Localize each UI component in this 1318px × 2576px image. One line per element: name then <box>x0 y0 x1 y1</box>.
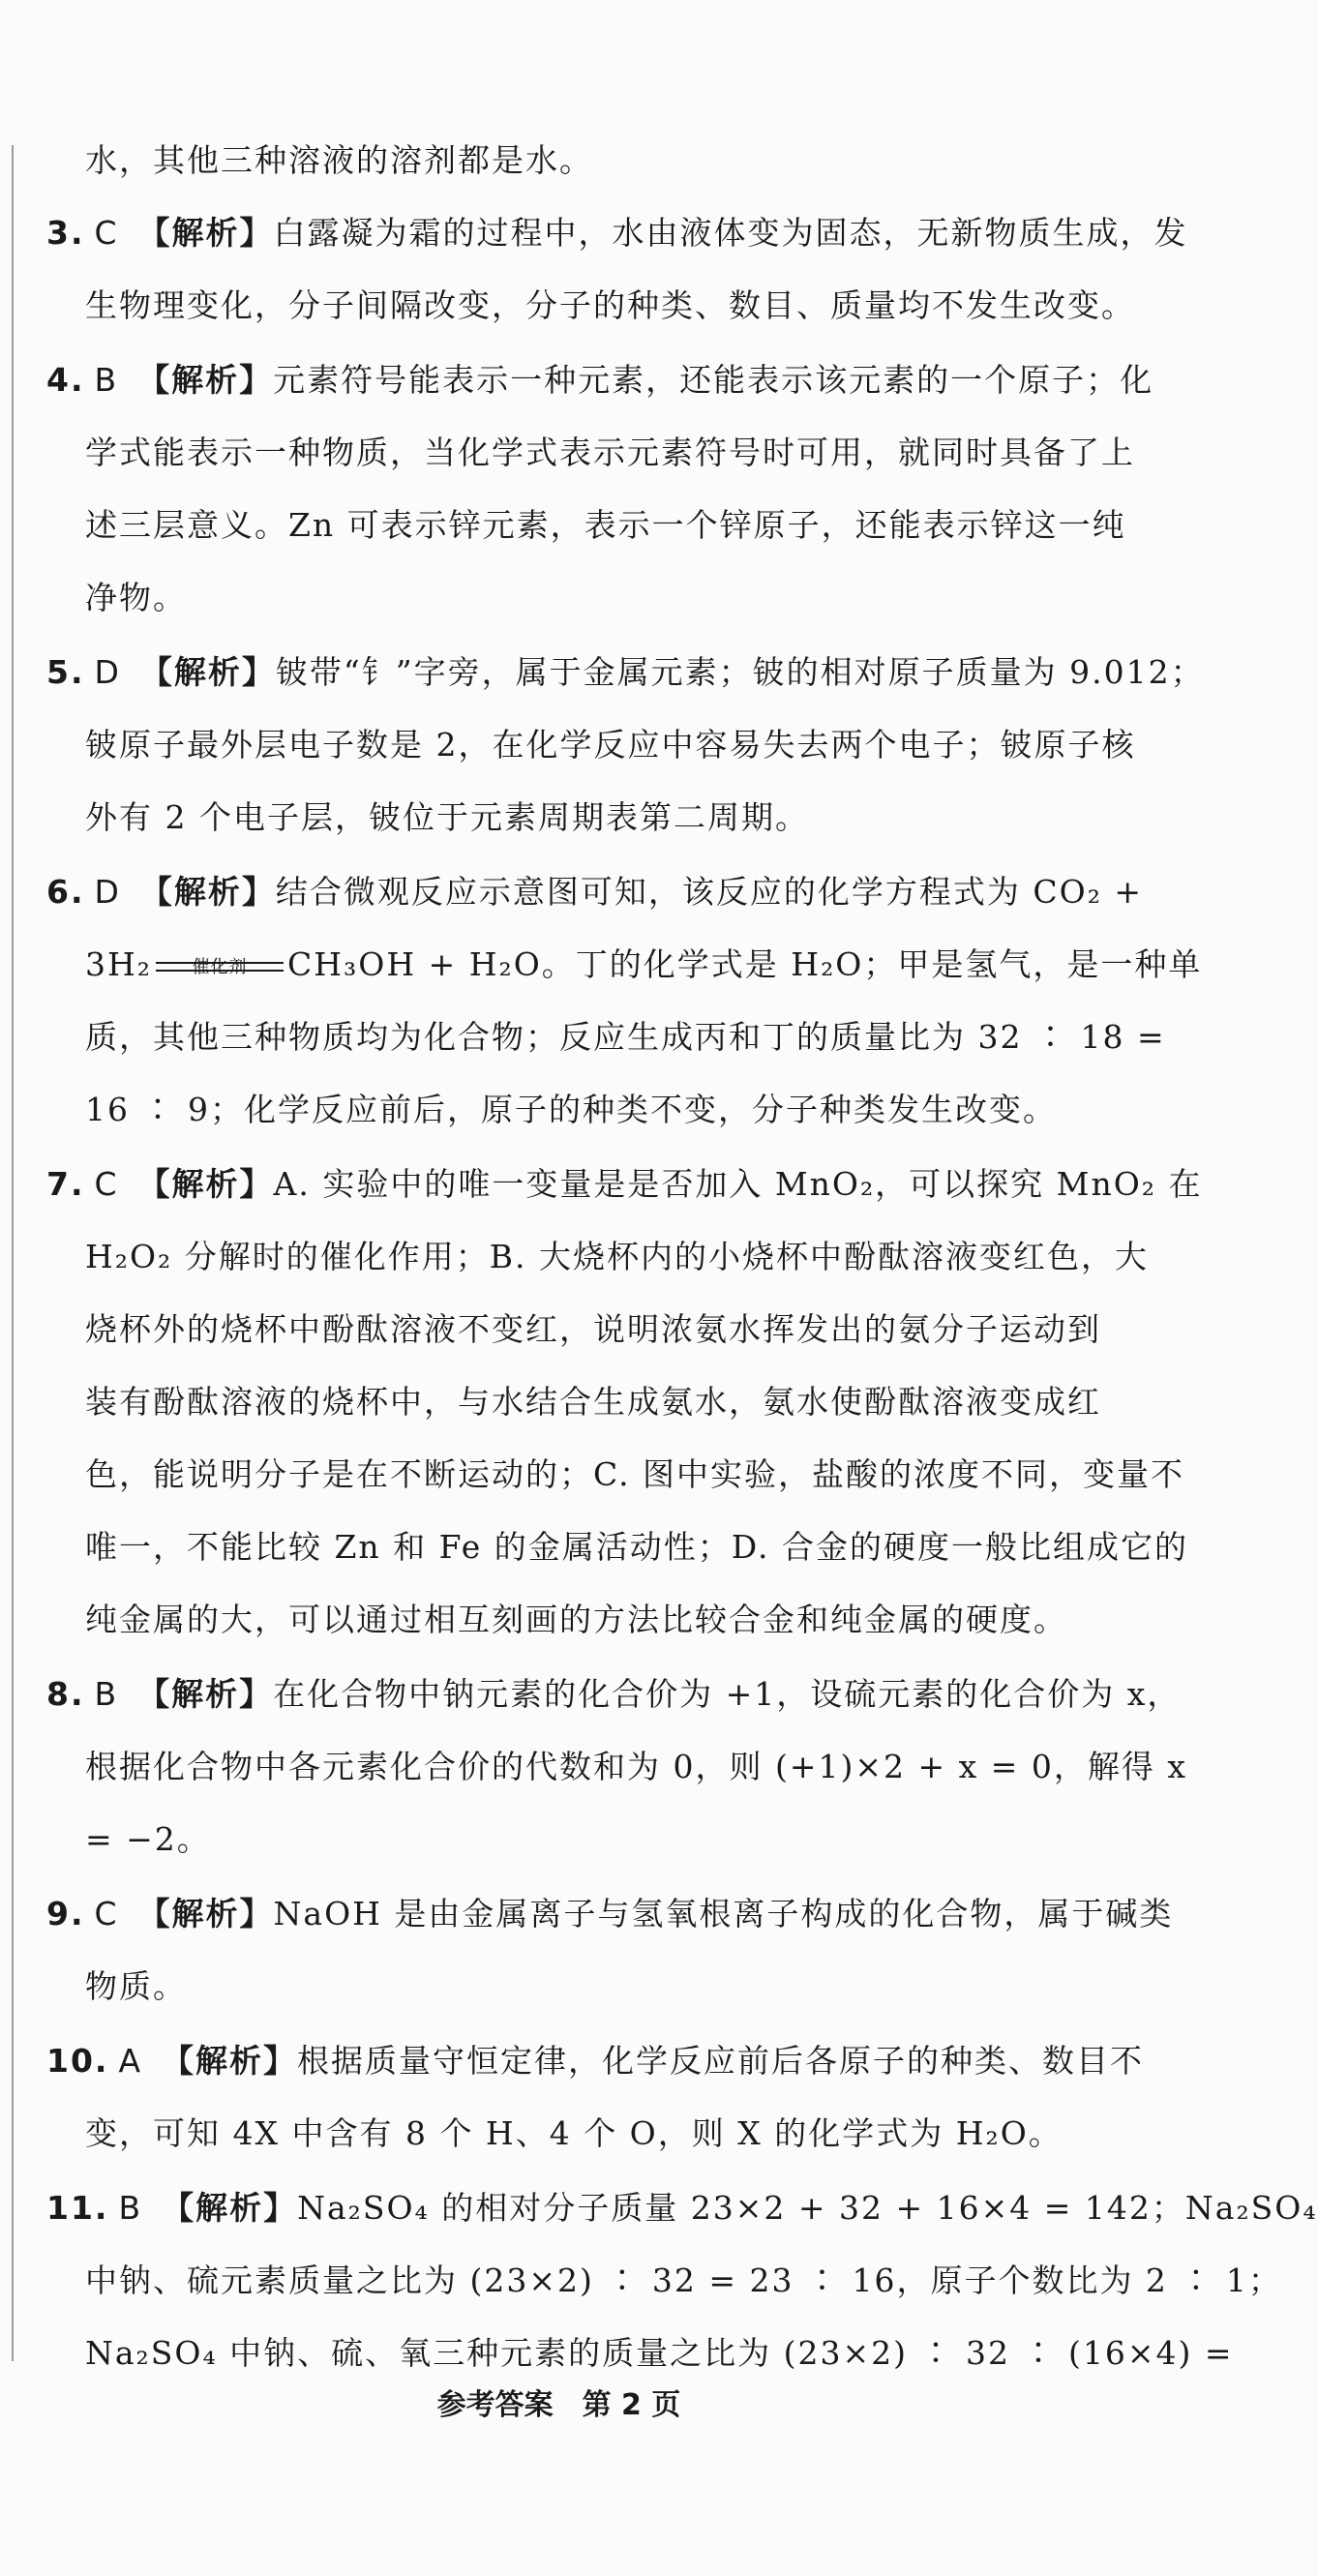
answer-item-10 <box>46 2024 1145 2170</box>
catalyst-label: 催化剂 <box>192 957 248 977</box>
item-text: NaOH 是由金属离子与氢氧根离子构成的化合物，属于碱类 <box>273 1895 1174 1932</box>
item-text: A. 实验中的唯一变量是是否加入 MnO₂，可以探究 MnO₂ 在 <box>273 1165 1203 1203</box>
analysis-tag: 【解析】 <box>137 214 274 252</box>
answer-item-11 <box>46 2172 1318 2389</box>
item-number: 4. <box>46 361 85 399</box>
item-text: 根据化合物中各元素化合价的代数和为 0，则 (+1)×2 + x = 0，解得 x <box>85 1748 1187 1785</box>
item-text: 学式能表示一种物质，当化学式表示元素符号时可用，就同时具备了上 <box>85 434 1135 471</box>
item-answer: B <box>94 1675 119 1713</box>
item-text: 根据质量守恒定律，化学反应前后各原子的种类、数目不 <box>297 2042 1145 2080</box>
answer-item-7 <box>46 1148 1203 1656</box>
lead-line: 水，其他三种溶液的溶剂都是水。 <box>85 141 593 179</box>
item-answer: D <box>94 653 121 691</box>
item-text: 在化合物中钠元素的化合价为 +1，设硫元素的化合价为 x， <box>273 1675 1182 1713</box>
item-text: 结合微观反应示意图可知，该反应的化学方程式为 CO₂ + <box>275 873 1144 911</box>
analysis-tag: 【解析】 <box>137 1165 274 1203</box>
item-text: 净物。 <box>85 579 187 616</box>
reaction-arrow <box>152 952 287 981</box>
left-margin-rule <box>12 145 14 2361</box>
answer-item-8 <box>46 1658 1187 1875</box>
item-text: 纯金属的大，可以通过相互刻画的方法比较合金和纯金属的硬度。 <box>85 1601 1067 1638</box>
item-text: 外有 2 个电子层，铍位于元素周期表第二周期。 <box>85 798 809 836</box>
analysis-tag: 【解析】 <box>137 1895 274 1932</box>
item-text: 色，能说明分子是在不断运动的；C. 图中实验，盐酸的浓度不同，变量不 <box>85 1455 1185 1493</box>
item-number: 3. <box>46 214 85 252</box>
analysis-tag: 【解析】 <box>139 653 276 691</box>
item-number: 5. <box>46 653 85 691</box>
item-answer: A <box>118 2042 143 2080</box>
item-text: 装有酚酞溶液的烧杯中，与水结合生成氨水，氨水使酚酞溶液变成红 <box>85 1383 1101 1421</box>
item-number: 8. <box>46 1675 85 1713</box>
item-answer: C <box>94 1895 119 1932</box>
item-text: Na₂SO₄ 的相对分子质量 23×2 + 32 + 16×4 = 142；Na₂SO₄ <box>297 2189 1318 2227</box>
item-text: H₂O₂ 分解时的催化作用；B. 大烧杯内的小烧杯中酚酞溶液变红色，大 <box>85 1238 1150 1275</box>
item-text: 变，可知 4X 中含有 8 个 H、4 个 O，则 X 的化学式为 H₂O。 <box>85 2114 1063 2152</box>
page-footer: 参考答案 第 2 页 <box>436 2388 681 2422</box>
equation-products: CH₃OH + H₂O。丁的化学式是 H₂O；甲是氢气，是一种单 <box>287 945 1203 983</box>
item-text: 物质。 <box>85 1967 187 2005</box>
analysis-tag: 【解析】 <box>139 873 276 911</box>
item-text: 生物理变化，分子间隔改变，分子的种类、数目、质量均不发生改变。 <box>85 286 1135 324</box>
answer-item-9 <box>46 1877 1174 2022</box>
item-text: 铍带“钅”字旁，属于金属元素；铍的相对原子质量为 9.012； <box>275 653 1205 691</box>
item-number: 11. <box>46 2189 109 2227</box>
item-text: 16 ∶ 9；化学反应前后，原子的种类不变，分子种类发生改变。 <box>85 1091 1057 1128</box>
item-number: 9. <box>46 1895 85 1932</box>
answer-item-4 <box>46 344 1154 634</box>
answer-item-6 <box>46 855 1203 1146</box>
analysis-tag: 【解析】 <box>137 1675 274 1713</box>
item-text: 烧杯外的烧杯中酚酞溶液不变红，说明浓氨水挥发出的氨分子运动到 <box>85 1310 1101 1348</box>
equation-reactant: 3H₂ <box>85 945 153 983</box>
item-text: Na₂SO₄ 中钠、硫、氧三种元素的质量之比为 (23×2) ∶ 32 ∶ (16×4) = <box>85 2334 1234 2372</box>
item-answer: C <box>94 1165 119 1203</box>
item-text: = −2。 <box>85 1820 211 1858</box>
item-text: 中钠、硫元素质量之比为 (23×2) ∶ 32 = 23 ∶ 16，原子个数比为 2 ∶ 1； <box>85 2261 1282 2299</box>
item-text: 铍原子最外层电子数是 2，在化学反应中容易失去两个电子；铍原子核 <box>85 726 1136 764</box>
analysis-tag: 【解析】 <box>162 2042 298 2080</box>
item-text: 质，其他三种物质均为化合物；反应生成丙和丁的质量比为 32 ∶ 18 = <box>85 1018 1166 1056</box>
answer-item-5 <box>46 636 1205 854</box>
item-text: 唯一，不能比较 Zn 和 Fe 的金属活动性；D. 合金的硬度一般比组成它的 <box>85 1528 1189 1566</box>
answer-content <box>46 124 1318 2391</box>
item-answer: D <box>94 873 121 911</box>
item-number: 7. <box>46 1165 85 1203</box>
equals-sign-icon <box>156 962 284 972</box>
item-answer: C <box>94 214 119 252</box>
item-number: 6. <box>46 873 85 911</box>
item-answer: B <box>94 361 119 399</box>
answer-item-3 <box>46 196 1188 342</box>
item-text: 元素符号能表示一种元素，还能表示该元素的一个原子；化 <box>273 361 1154 399</box>
analysis-tag: 【解析】 <box>137 361 274 399</box>
item-text: 述三层意义。Zn 可表示锌元素，表示一个锌原子，还能表示锌这一纯 <box>85 506 1126 544</box>
item-answer: B <box>118 2189 143 2227</box>
analysis-tag: 【解析】 <box>162 2189 298 2227</box>
chemical-equation <box>46 928 1203 1001</box>
item-number: 10. <box>46 2042 109 2080</box>
item-text: 白露凝为霜的过程中，水由液体变为固态，无新物质生成，发 <box>273 214 1188 252</box>
